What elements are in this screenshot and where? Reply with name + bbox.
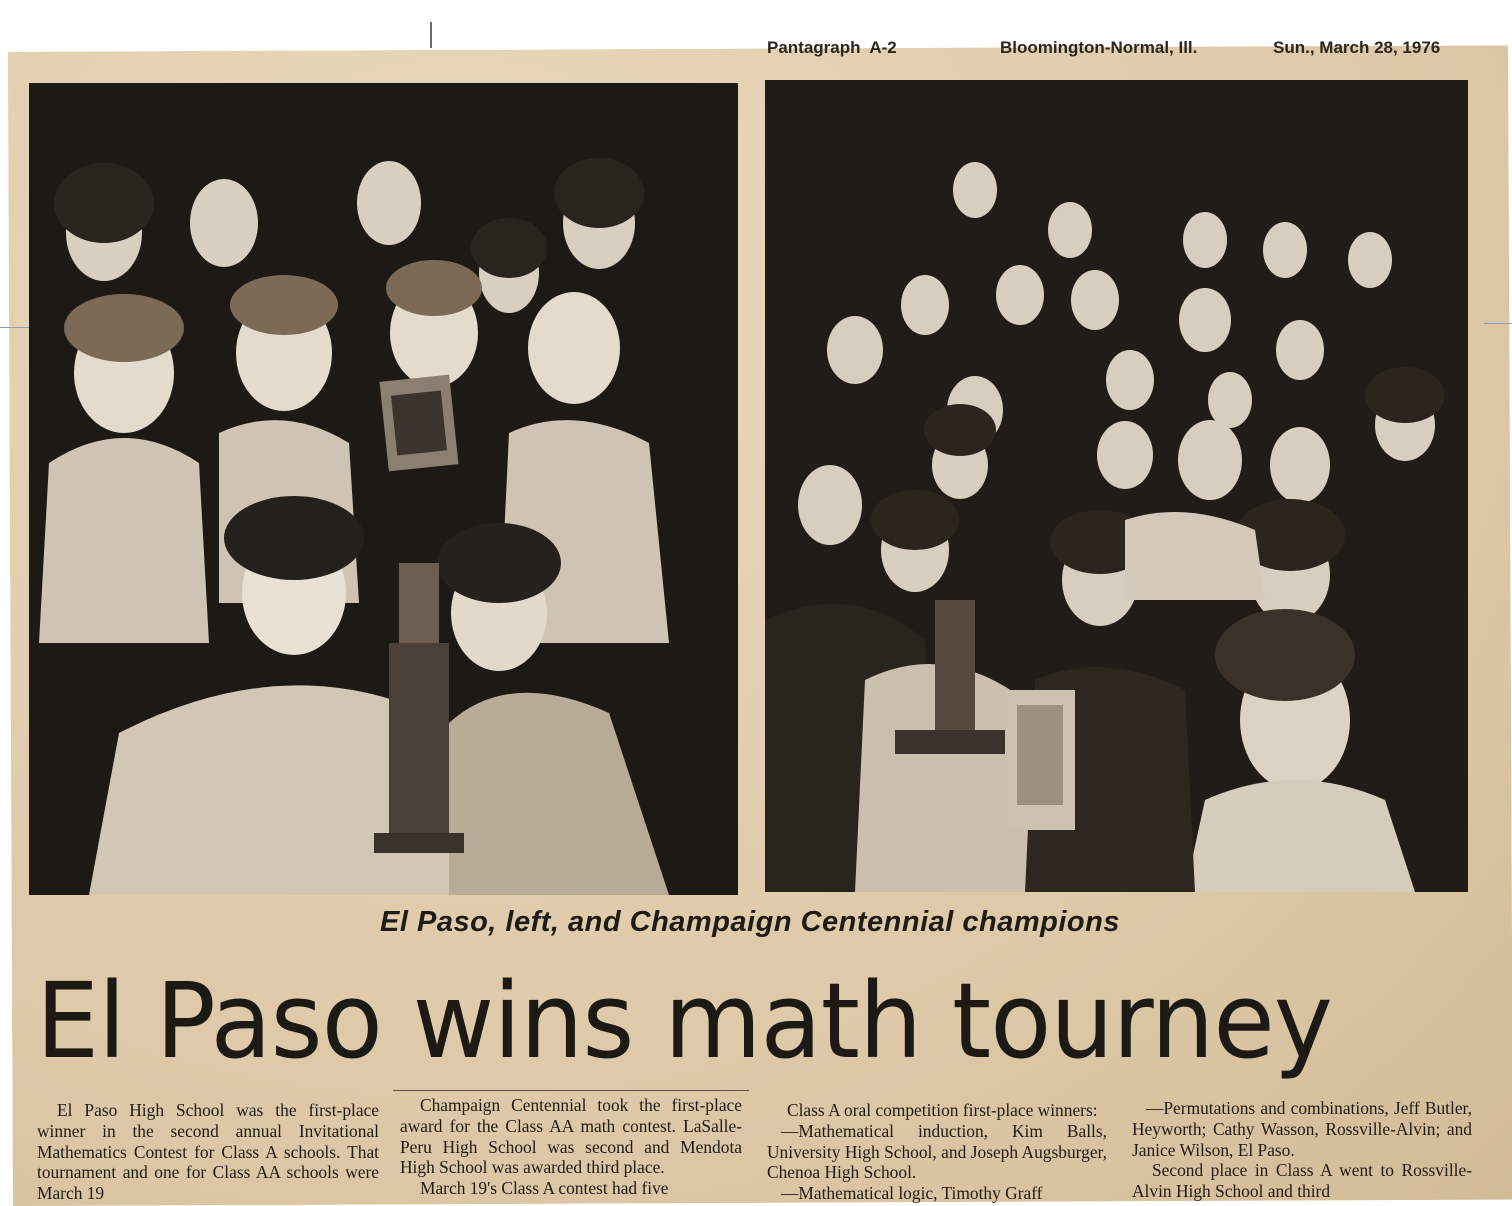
paragraph: Champaign Centennial took the first-place award for the Class AA math contest. LaSalle-Peru High School was second and Mendota High School was awarded third place.: [400, 1095, 742, 1178]
paragraph: —Mathematical logic, Timothy Graff: [781, 1183, 1043, 1204]
column-rule: [393, 1090, 749, 1091]
article-column-3: [767, 1100, 1107, 1204]
scan-guide-line: [1484, 323, 1512, 324]
dateline-date: Sun., March 28, 1976: [1273, 38, 1441, 57]
paragraph: El Paso High School was the first-place winner in the second annual Invitational Mathematics Contest for Class A schools. That tournament and one for Class AA schools were March 19: [37, 1100, 379, 1204]
paragraph: —Mathematical induction, Kim Balls, University High School, and Joseph Augsburger, Chenoa High School.: [767, 1120, 1107, 1183]
paragraph: March 19's Class A contest had five: [420, 1178, 669, 1199]
paragraph: —Permutations and combinations, Jeff Butler, Heyworth; Cathy Wasson, Rossville-Alvin; and Janice Wilson, El Paso.: [1132, 1098, 1472, 1160]
newspaper-name: Pantagraph A-2: [767, 38, 897, 57]
scan-guide-line: [0, 327, 30, 328]
photo-champaign-centennial-team: [765, 80, 1468, 892]
headline: El Paso wins math tourney: [36, 960, 1332, 1082]
dateline-location: Bloomington-Normal, Ill.: [1000, 38, 1198, 57]
page-header: [0, 38, 1512, 62]
paragraph: Second place in Class A went to Rossville-Alvin High School and third: [1132, 1160, 1472, 1202]
article-column-4: [1132, 1098, 1472, 1202]
photo-el-paso-team: [29, 83, 738, 895]
photo-caption: El Paso, left, and Champaign Centennial champions: [380, 906, 1120, 938]
article-column-1: [37, 1100, 379, 1204]
article-column-2: [400, 1095, 742, 1199]
paragraph: Class A oral competition first-place winners:: [787, 1100, 1098, 1120]
